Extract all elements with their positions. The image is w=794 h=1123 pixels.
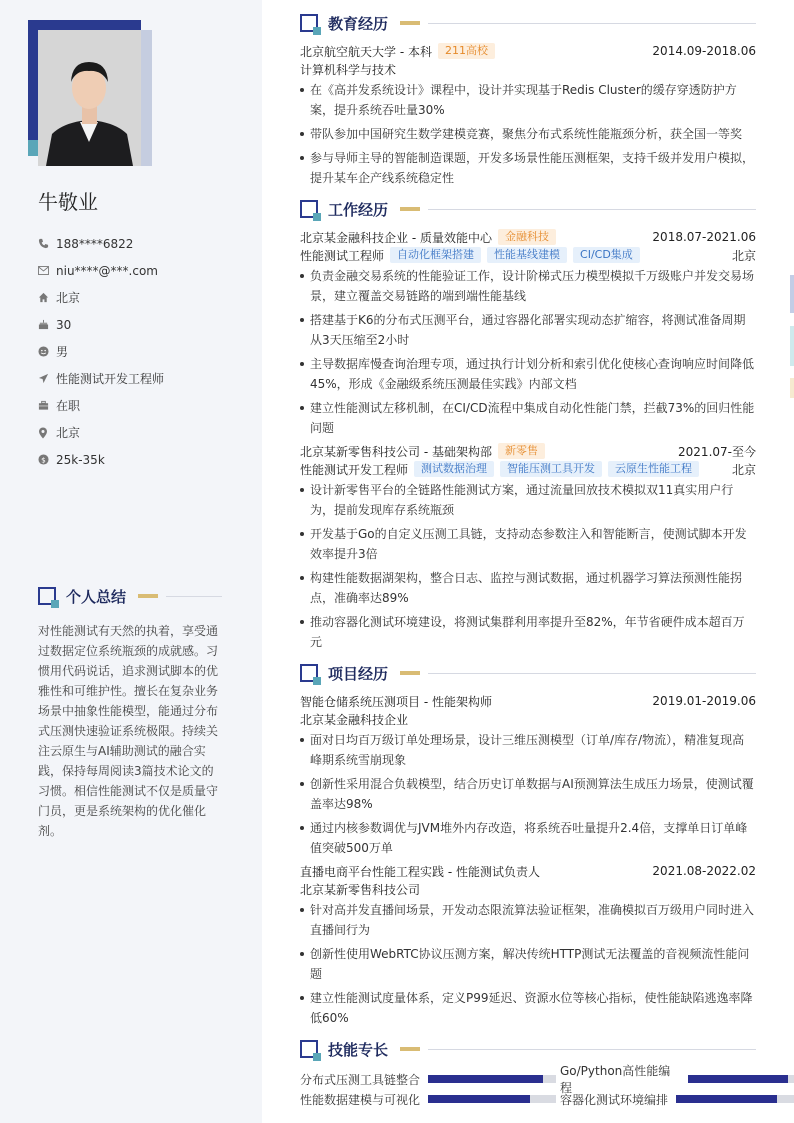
list-item: 主导数据库慢查询治理专项，通过执行计划分析和索引优化使核心查询响应时间降低45%，形成《金融级系统压测最佳实践》内部文档 bbox=[300, 354, 756, 394]
list-item: 创新性采用混合负载模型，结合历史订单数据与AI预测算法生成压力场景，使测试覆盖率达98% bbox=[300, 774, 756, 814]
skill-tag: 自动化框架搭建 bbox=[390, 247, 481, 263]
contact-info-list bbox=[38, 230, 238, 473]
education-period: 2014.09-2018.06 bbox=[652, 44, 756, 58]
education-bullets bbox=[300, 80, 756, 188]
projects-title: 项目经历 bbox=[328, 664, 389, 683]
project-entry bbox=[300, 692, 756, 858]
project-name: 直播电商平台性能工程实践 - 性能测试负责人 bbox=[300, 864, 540, 879]
skill-level-fill bbox=[688, 1075, 788, 1083]
skill-item: Go/Python高性能编程 bbox=[560, 1070, 794, 1088]
info-salary: $ 25k-35k bbox=[38, 446, 238, 473]
section-square-icon bbox=[300, 200, 318, 218]
job-period: 2018.07-2021.06 bbox=[652, 230, 756, 244]
sidebar bbox=[0, 0, 262, 1123]
list-item: 构建性能数据湖架构，整合日志、监控与测试数据，通过机器学习算法预测性能拐点，准确率达89% bbox=[300, 568, 756, 608]
company-name: 北京某新零售科技公司 - 基础架构部 bbox=[300, 444, 492, 459]
main-content bbox=[300, 12, 756, 1118]
education-section bbox=[300, 12, 756, 188]
info-position: 性能测试开发工程师 bbox=[38, 365, 238, 392]
list-item: 通过内核参数调优与JVM堆外内存改造，将系统吞吐量提升2.4倍，支撑单日订单峰值突破500万单 bbox=[300, 818, 756, 858]
job-entry bbox=[300, 228, 756, 438]
section-square-icon bbox=[300, 14, 318, 32]
school-name: 北京航空航天大学 - 本科 bbox=[300, 44, 432, 59]
job-city: 北京 bbox=[731, 462, 756, 477]
projects-section bbox=[300, 662, 756, 1028]
work-title: 工作经历 bbox=[328, 200, 389, 219]
job-role: 性能测试开发工程师 bbox=[300, 462, 409, 477]
info-gender: 男 bbox=[38, 338, 238, 365]
edge-decoration bbox=[790, 326, 794, 366]
skill-level-fill bbox=[428, 1075, 543, 1083]
skill-tag: CI/CD集成 bbox=[573, 247, 640, 263]
skill-level-bar bbox=[688, 1075, 794, 1083]
project-company: 北京某新零售科技公司 bbox=[300, 882, 421, 897]
project-period: 2021.08-2022.02 bbox=[652, 864, 756, 878]
person-icon bbox=[38, 346, 56, 357]
cake-icon bbox=[38, 319, 56, 330]
list-item: 创新性使用WebRTC协议压测方案，解决传统HTTP测试无法覆盖的音视频流性能问题 bbox=[300, 944, 756, 984]
info-age: 30 bbox=[38, 311, 238, 338]
photo-frame bbox=[28, 20, 152, 166]
money-icon bbox=[38, 454, 56, 465]
job-city: 北京 bbox=[731, 248, 756, 263]
briefcase-icon bbox=[38, 400, 56, 411]
company-name: 北京某金融科技企业 - 质量效能中心 bbox=[300, 230, 492, 245]
summary-text: 对性能测试有天然的执着，享受通过数据定位系统瓶颈的成就感。习惯用代码说话，追求测试脚本的优雅性和可维护性。擅长在复杂业务场景中抽象性能模型，能通过分布式压测快速验证系统极限。持续关注云原生与AI辅助测试的融合实践，保持每周阅读3篇技术论文的习惯。相信性能测试不仅是质量守门员，更是系统架构的优化催化剂。 bbox=[38, 624, 219, 838]
avatar bbox=[38, 30, 141, 166]
list-item: 面对日均百万级订单处理场景，设计三维压测模型（订单/库存/物流），精准复现高峰期系统雪崩现象 bbox=[300, 730, 756, 770]
skill-item: 分布式压测工具链整合 bbox=[300, 1070, 560, 1088]
education-title: 教育经历 bbox=[328, 14, 389, 33]
company-tag: 金融科技 bbox=[498, 229, 556, 245]
skill-item: 性能数据建模与可视化 bbox=[300, 1090, 560, 1108]
project-company: 北京某金融科技企业 bbox=[300, 712, 409, 727]
work-section bbox=[300, 198, 756, 652]
home-icon bbox=[38, 292, 56, 303]
list-item: 设计新零售平台的全链路性能测试方案，通过流量回放技术模拟双11真实用户行为，提前发现库存系统瓶颈 bbox=[300, 480, 756, 520]
section-square-icon bbox=[300, 664, 318, 682]
info-phone: 188****6822 bbox=[38, 230, 238, 257]
list-item: 在《高并发系统设计》课程中，设计并实现基于Redis Cluster的缓存穿透防护方案，提升系统吞吐量30% bbox=[300, 80, 756, 120]
edge-decoration bbox=[790, 378, 794, 398]
section-square-icon bbox=[300, 1040, 318, 1058]
list-item: 建立性能测试度量体系，定义P99延迟、资源水位等核心指标，使性能缺陷逃逸率降低60% bbox=[300, 988, 756, 1028]
list-item: 负责金融交易系统的性能验证工作，设计阶梯式压力模型模拟千万级账户并发交易场景，建立覆盖交易链路的端到端性能基线 bbox=[300, 266, 756, 306]
skill-tag: 测试数据治理 bbox=[414, 461, 494, 477]
skills-title: 技能专长 bbox=[328, 1040, 389, 1059]
list-item: 搭建基于K6的分布式压测平台，通过容器化部署实现动态扩缩容，将测试准备周期从3天压缩至2小时 bbox=[300, 310, 756, 350]
project-period: 2019.01-2019.06 bbox=[652, 694, 756, 708]
skills-grid bbox=[300, 1064, 756, 1108]
skill-level-fill bbox=[676, 1095, 777, 1103]
list-item: 参与导师主导的智能制造课题，开发多场景性能压测框架，支持千级并发用户模拟，提升某车企产线系统稳定性 bbox=[300, 148, 756, 188]
skill-item: 容器化测试环境编排 bbox=[560, 1090, 794, 1108]
edge-decoration bbox=[790, 275, 794, 313]
skill-level-bar bbox=[676, 1095, 794, 1103]
list-item: 建立性能测试左移机制，在CI/CD流程中集成自动化性能门禁，拦截73%的回归性能问题 bbox=[300, 398, 756, 438]
list-item: 针对高并发直播间场景，开发动态限流算法验证框架，准确模拟百万级用户同时进入直播间行为 bbox=[300, 900, 756, 940]
info-status: 在职 bbox=[38, 392, 238, 419]
send-icon bbox=[38, 373, 56, 384]
summary-section bbox=[38, 585, 222, 841]
summary-title: 个人总结 bbox=[66, 587, 127, 606]
job-role: 性能测试工程师 bbox=[300, 248, 385, 263]
skills-section bbox=[300, 1038, 756, 1108]
skill-tag: 智能压测工具开发 bbox=[500, 461, 602, 477]
project-name: 智能仓储系统压测项目 - 性能架构师 bbox=[300, 694, 492, 709]
list-item: 开发基于Go的自定义压测工具链，支持动态参数注入和智能断言，使测试脚本开发效率提升3倍 bbox=[300, 524, 756, 564]
school-tag: 211高校 bbox=[438, 43, 495, 59]
skill-level-fill bbox=[428, 1095, 530, 1103]
info-email: niu****@***.com bbox=[38, 257, 238, 284]
skill-level-bar bbox=[428, 1095, 556, 1103]
phone-icon bbox=[38, 238, 56, 249]
company-tag: 新零售 bbox=[498, 443, 545, 459]
job-entry bbox=[300, 442, 756, 652]
list-item: 带队参加中国研究生数学建模竞赛，聚焦分布式系统性能瓶颈分析，获全国一等奖 bbox=[300, 124, 756, 144]
major: 计算机科学与技术 bbox=[300, 62, 397, 77]
skill-tag: 性能基线建模 bbox=[487, 247, 567, 263]
section-square-icon bbox=[38, 587, 56, 605]
mail-icon bbox=[38, 266, 56, 275]
info-city: 北京 bbox=[38, 419, 238, 446]
location-pin-icon bbox=[38, 427, 56, 439]
candidate-name: 牛敬业 bbox=[38, 190, 98, 214]
svg-text:$: $ bbox=[41, 455, 46, 465]
job-period: 2021.07-至今 bbox=[678, 444, 756, 459]
project-entry bbox=[300, 862, 756, 1028]
skill-level-bar bbox=[428, 1075, 556, 1083]
info-home: 北京 bbox=[38, 284, 238, 311]
list-item: 推动容器化测试环境建设，将测试集群利用率提升至82%，年节省硬件成本超百万元 bbox=[300, 612, 756, 652]
skill-tag: 云原生性能工程 bbox=[608, 461, 699, 477]
